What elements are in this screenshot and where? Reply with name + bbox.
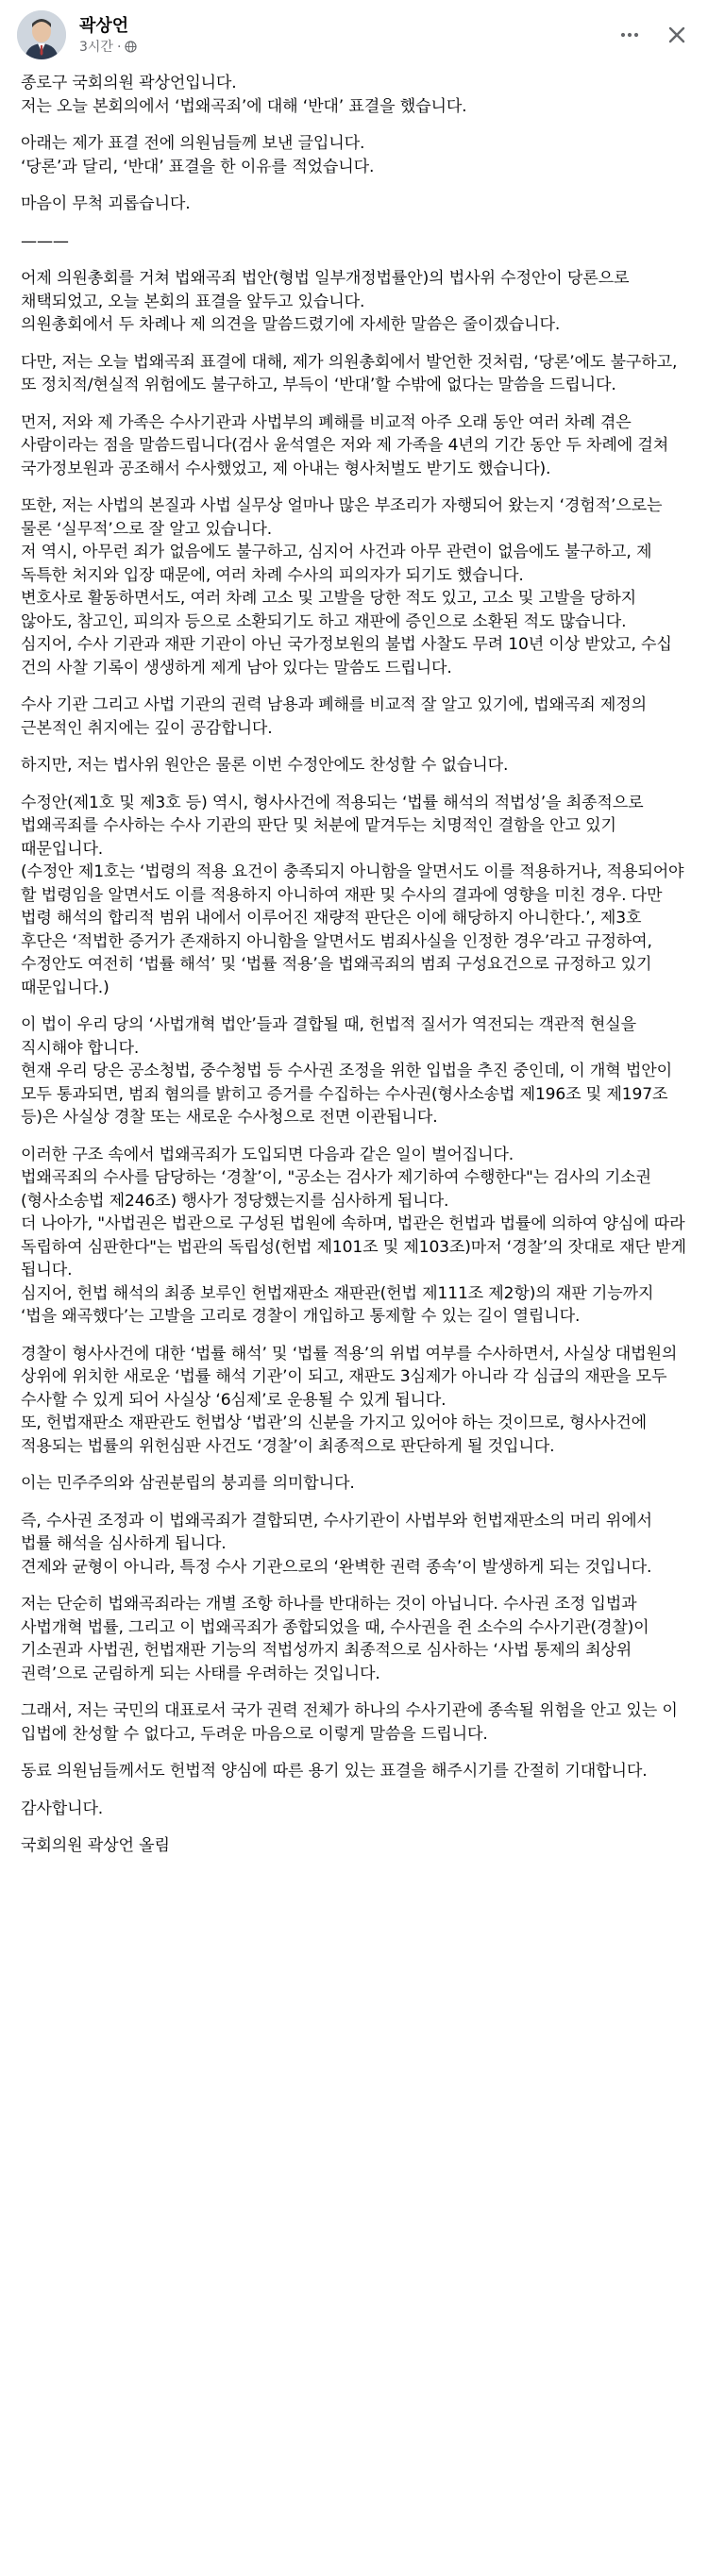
divider-text: ——— [21, 231, 69, 251]
paragraph: 동료 의원님들께서도 헌법적 양심에 따른 용기 있는 표결을 해주시기를 간절히 기대합니다. [21, 1762, 648, 1781]
globe-icon [125, 41, 137, 53]
paragraph: 이러한 구조 속에서 법왜곡죄가 도입되면 다음과 같은 일이 벌어집니다. 법왜곡죄의 수사를 담당하는 ‘경찰’이, "공소는 검사가 제기하여 수행한다"는 검사의 기소권(형사소송법 제246조) 행사가 정당했는지를 심사하게 됩니다. 더 나아가, "사법권은 법관으로 구성된 법원에 속하며, 법관은 헌법과 법률에 의하여 양심에 따라 독립하여 심판한다"는 법관의 독립성(헌법 제101조 및 제103조)마저 ‘경찰’의 잣대로 재단 받게 됩니다. 심지어, 헌법 해석의 최종 보루인 헌법재판소 재판관(헌법 제111조 제2항)의 재판 기능까지 ‘법을 왜곡했다’는 고발을 고리로 경찰이 개입하고 통제할 수 있는 길이 열립니다. [21, 1145, 686, 1326]
paragraph: 저는 단순히 법왜곡죄라는 개별 조항 하나를 반대하는 것이 아닙니다. 수사권 조정 입법과 사법개혁 법률, 그리고 이 법왜곡죄가 종합되었을 때, 수사권을 쥔 소수의 수사기관(경찰)이 기소권과 사법권, 헌법재판 기능의 적법성까지 최종적으로 심사하는 ‘사법 통제의 최상위 권력’으로 군림하게 되는 사태를 우려하는 것입니다. [21, 1595, 649, 1683]
paragraph: 아래는 제가 표결 전에 의원님들께 보낸 글입니다. ‘당론’과 달리, ‘반대’ 표결을 한 이유를 적었습니다. [21, 134, 375, 176]
paragraph: 어제 의원총회를 거쳐 법왜곡죄 법안(형법 일부개정법률안)의 법사위 수정안이 당론으로 채택되었고, 오늘 본회의 표결을 앞두고 있습니다. 의원총회에서 두 차례나 제 의견을 말씀드렸기에 자세한 말씀은 줄이겠습니다. [21, 269, 630, 334]
author-name[interactable]: 곽상언 [79, 15, 129, 36]
person-photo-icon [17, 10, 66, 59]
paragraph: 종로구 국회의원 곽상언입니다. 저는 오늘 본회의에서 ‘법왜곡죄’에 대해 ‘반대’ 표결을 했습니다. [21, 74, 467, 116]
paragraph: 경찰이 형사사건에 대한 ‘법률 해석’ 및 ‘법률 적용’의 위법 여부를 수사하면서, 사실상 대법원의 상위에 위치한 새로운 ‘법률 해석 기관’이 되고, 재판도 3심제가 아니라 각 심급의 재판을 모두 수사할 수 있게 되어 사실상 ‘6심제’로 운용될 수 있게 됩니다. 또, 헌법재판소 재판관도 헌법상 ‘법관’의 신분을 가지고 있어야 하는 것이므로, 형사사건에 적용되는 법률의 위헌심판 사건도 ‘경찰’이 최종적으로 판단하게 될 것입니다. [21, 1344, 678, 1456]
paragraph: 하지만, 저는 법사위 원안은 물론 이번 수정안에도 찬성할 수 없습니다. [21, 756, 509, 775]
paragraph: 수사 기관 그리고 사법 기관의 권력 남용과 폐해를 비교적 잘 알고 있기에, 법왜곡죄 제정의 근본적인 취지에는 깊이 공감합니다. [21, 695, 648, 738]
post-subline [79, 39, 137, 56]
paragraph: 그래서, 저는 국민의 대표로서 국가 권력 전체가 하나의 수사기관에 종속될 위험을 안고 있는 이 입법에 찬성할 수 없다고, 두려운 마음으로 이렇게 말씀을 드립니다. [21, 1701, 678, 1744]
paragraph: 마음이 무척 괴롭습니다. [21, 194, 191, 213]
paragraph: 먼저, 저와 제 가족은 수사기관과 사법부의 폐해를 비교적 아주 오래 동안 여러 차례 겪은 사람이라는 점을 말씀드립니다(검사 윤석열은 저와 제 가족을 4년의 기간 동안 두 차례에 걸쳐 국가정보원과 공조해서 수사했었고, 제 아내는 형사처벌도 받기도 했습니다). [21, 412, 669, 478]
paragraph: 수정안(제1호 및 제3호 등) 역시, 형사사건에 적용되는 ‘법률 해석의 적법성’을 최종적으로 법왜곡죄를 수사하는 수사 기관의 판단 및 처분에 맡겨두는 치명적인 결함을 안고 있기 때문입니다. (수정안 제1호는 ‘법령의 적용 요건이 충족되지 아니함을 알면서도 이를 적용하거나, 적용되어야 할 법령임을 알면서도 이를 적용하지 아니하여 재판 및 수사의 결과에 영향을 미친 경우. 다만 법령 해석의 합리적 범위 내에서 이루어진 재량적 판단은 이에 해당하지 아니한다.’, 제3호 후단은 ‘적법한 증거가 존재하지 아니함을 알면서도 범죄사실을 인정한 경우’라고 규정하여, 수정안도 여전히 ‘법률 해석’ 및 ‘법률 적용’을 법왜곡죄의 범죄 구성요건으로 규정하고 있기 때문입니다.) [21, 793, 684, 997]
more-options-button[interactable] [615, 21, 644, 49]
signature-line: 국회의원 곽상언 올림 [21, 1836, 170, 1855]
close-button[interactable] [663, 21, 691, 49]
post-body [0, 70, 708, 1858]
post-time[interactable]: 3시간 [79, 39, 113, 55]
post-header [0, 0, 708, 70]
paragraph: 즉, 수사권 조정과 이 법왜곡죄가 결합되면, 수사기관이 사법부와 헌법재판소의 머리 위에서 법률 해석을 심사하게 됩니다. 견제와 균형이 아니라, 특정 수사 기관으로의 ‘완벽한 권력 종속’이 발생하게 되는 것입니다. [21, 1511, 652, 1577]
separator-dot: · [116, 39, 122, 55]
author-avatar[interactable] [17, 10, 66, 59]
paragraph: 이 법이 우리 당의 ‘사법개혁 법안’들과 결합될 때, 헌법적 질서가 역전되는 객관적 현실을 직시해야 합니다. 현재 우리 당은 공소청법, 중수청법 등 수사권 조정을 위한 입법을 추진 중인데, 이 개혁 법안이 모두 통과되면, 범죄 혐의를 밝히고 증거를 수집하는 수사권(형사소송법 제196조 및 제197조 등)은 사실상 경찰 또는 새로운 수사청으로 전면 이관됩니다. [21, 1015, 672, 1127]
paragraph: 감사합니다. [21, 1798, 104, 1818]
paragraph: 이는 민주주의와 삼권분립의 붕괴를 의미합니다. [21, 1474, 355, 1493]
close-icon [666, 25, 687, 45]
post-actions [615, 21, 691, 49]
paragraph: 다만, 저는 오늘 법왜곡죄 표결에 대해, 제가 의원총회에서 발언한 것처럼, ‘당론’에도 불구하고, 또 정치적/현실적 위험에도 불구하고, 부득이 ‘반대’할 수밖에 없다는 말씀을 드립니다. [21, 352, 678, 394]
more-horizontal-icon [618, 24, 641, 46]
paragraph: 또한, 저는 사법의 본질과 사법 실무상 얼마나 많은 부조리가 자행되어 왔는지 ‘경험적’으로는 물론 ‘실무적’으로 잘 알고 있습니다. 저 역시, 아무런 죄가 없음에도 불구하고, 심지어 사건과 아무 관련이 없음에도 불구하고, 제 독특한 처지와 입장 때문에, 여러 차례 수사의 피의자가 되기도 했습니다. 변호사로 활동하면서도, 여러 차례 고소 및 고발을 당한 적도 있고, 고소 및 고발을 당하지 않아도, 참고인, 피의자 등으로 소환되기도 하고 재판에 증인으로 소환된 적도 많습니다. 심지어, 수사 기관과 재판 기관이 아닌 국가정보원의 불법 사찰도 무려 10년 이상 받았고, 수십 건의 사찰 기록이 생생하게 제게 남아 있다는 말씀도 드립니다. [21, 496, 672, 677]
post-meta [79, 15, 137, 56]
